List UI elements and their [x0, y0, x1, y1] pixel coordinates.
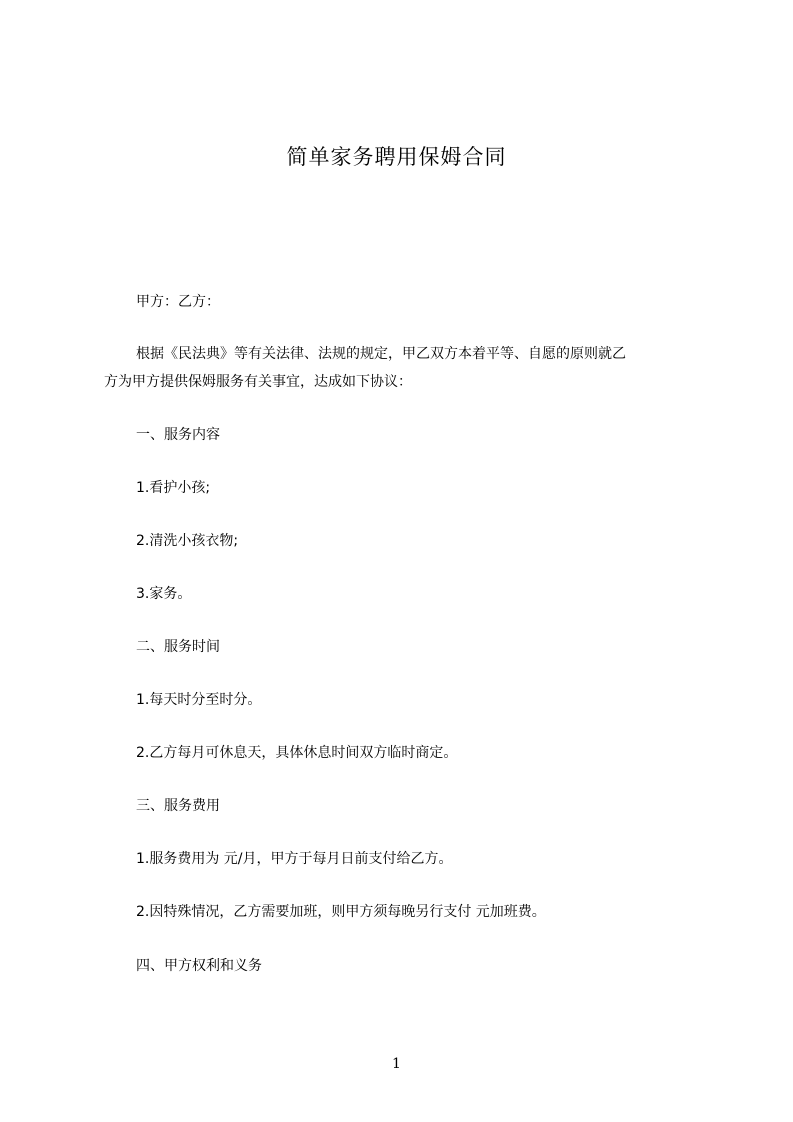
section-heading-service-fee: 三、服务费用 [136, 798, 220, 814]
document-title: 简单家务聘用保姆合同 [286, 145, 507, 169]
section-heading-party-a-rights: 四、甲方权利和义务 [136, 958, 262, 974]
service-fee-item-1: 1.服务费用为 元/月，甲方于每月日前支付给乙方。 [136, 851, 453, 867]
service-content-item-3: 3.家务。 [136, 586, 192, 602]
section-heading-service-time: 二、服务时间 [136, 639, 220, 655]
service-fee-item-2: 2.因特殊情况，乙方需要加班，则甲方须每晚另行支付 元加班费。 [136, 904, 546, 920]
service-time-item-2: 2.乙方每月可休息天，具体休息时间双方临时商定。 [136, 745, 458, 761]
service-content-item-2: 2.清洗小孩衣物; [136, 533, 239, 549]
parties-line: 甲方：乙方： [136, 294, 220, 310]
intro-paragraph-line-2: 方为甲方提供保姆服务有关事宜，达成如下协议： [104, 374, 412, 390]
page-number: 1 [392, 1056, 401, 1072]
service-time-item-1: 1.每天时分至时分。 [136, 692, 262, 708]
section-heading-service-content: 一、服务内容 [136, 427, 220, 443]
intro-paragraph-line-1: 根据《民法典》等有关法律、法规的规定，甲乙双方本着平等、自愿的原则就乙 [136, 346, 626, 362]
service-content-item-1: 1.看护小孩; [136, 480, 211, 496]
